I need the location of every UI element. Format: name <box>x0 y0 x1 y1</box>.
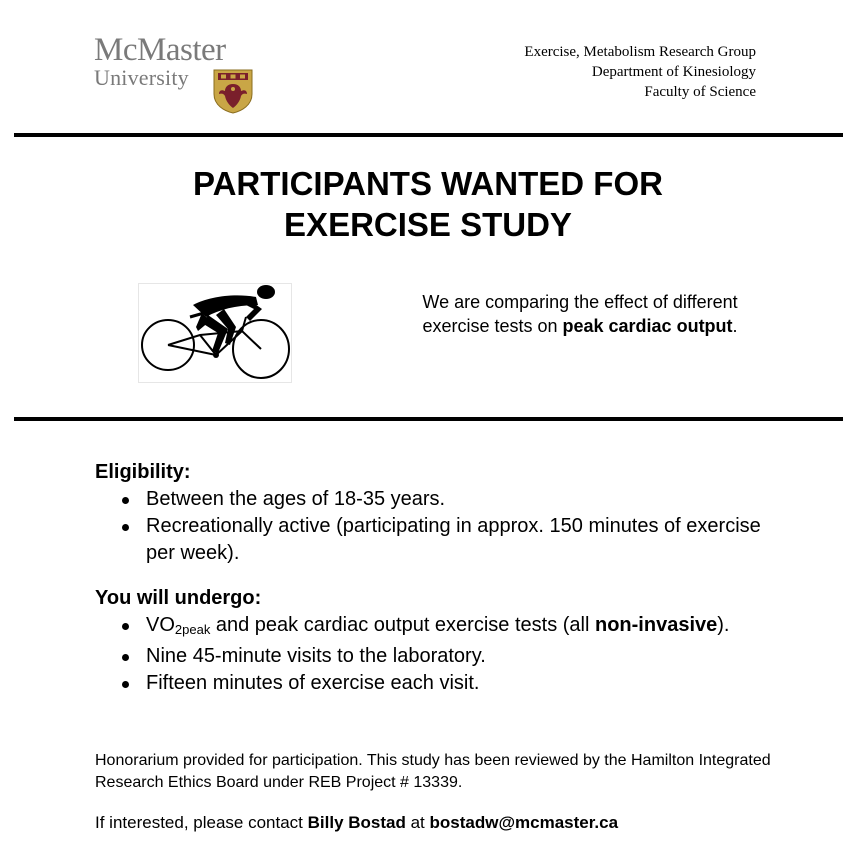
title-line1: PARTICIPANTS WANTED FOR <box>193 165 663 202</box>
undergo-section <box>95 585 795 697</box>
list-item: Between the ages of 18-35 years. <box>146 486 795 513</box>
vo-subscript: 2peak <box>174 622 211 637</box>
honorarium-note: Honorarium provided for participation. This study has been reviewed by the Hamilton Integrated Research Ethics Board under REB Project # 13339. <box>95 752 771 791</box>
contact-email: bostadw@mcmaster.ca <box>429 813 619 832</box>
eligibility-section <box>95 459 795 567</box>
university-crest-icon <box>212 68 254 114</box>
contact-mid: at <box>405 813 430 832</box>
logo-name-line1: McMaster <box>94 32 226 68</box>
undergo-heading: You will undergo: <box>95 587 262 609</box>
cyclist-icon <box>138 283 292 383</box>
department-info <box>524 42 756 102</box>
description-highlight: peak cardiac output <box>562 316 733 336</box>
mcmaster-logo <box>94 34 264 114</box>
list-item <box>146 612 795 643</box>
contact-name: Billy Bostad <box>307 813 406 832</box>
contact-line <box>95 812 795 834</box>
description-end: . <box>732 316 738 336</box>
study-description <box>420 290 740 338</box>
undergo-list <box>95 612 795 697</box>
item-text: and peak cardiac output exercise tests (all <box>210 614 595 636</box>
study-details <box>95 459 795 697</box>
vo-text: VO <box>146 614 175 636</box>
dept-line-faculty: Faculty of Science <box>644 84 756 100</box>
list-item: Nine 45-minute visits to the laboratory. <box>146 643 795 670</box>
middle-divider <box>14 417 843 421</box>
logo-wordmark <box>94 34 226 90</box>
list-item: Recreationally active (participating in approx. 150 minutes of exercise per week). <box>146 513 795 567</box>
top-divider <box>14 133 843 137</box>
dept-line-group: Exercise, Metabolism Research Group <box>524 44 756 60</box>
description-text: We are comparing the effect of different exercise tests on <box>422 292 738 336</box>
title-line2: EXERCISE STUDY <box>284 206 572 243</box>
logo-name-line2: University <box>94 65 189 90</box>
item-bold: non-invasive <box>594 614 718 636</box>
page-title <box>0 163 856 245</box>
list-item: Fifteen minutes of exercise each visit. <box>146 670 795 697</box>
dept-line-department: Department of Kinesiology <box>591 64 756 80</box>
item-end: ). <box>717 614 730 636</box>
eligibility-list <box>95 486 795 567</box>
contact-prefix: If interested, please contact <box>95 813 308 832</box>
eligibility-heading: Eligibility: <box>95 461 191 483</box>
